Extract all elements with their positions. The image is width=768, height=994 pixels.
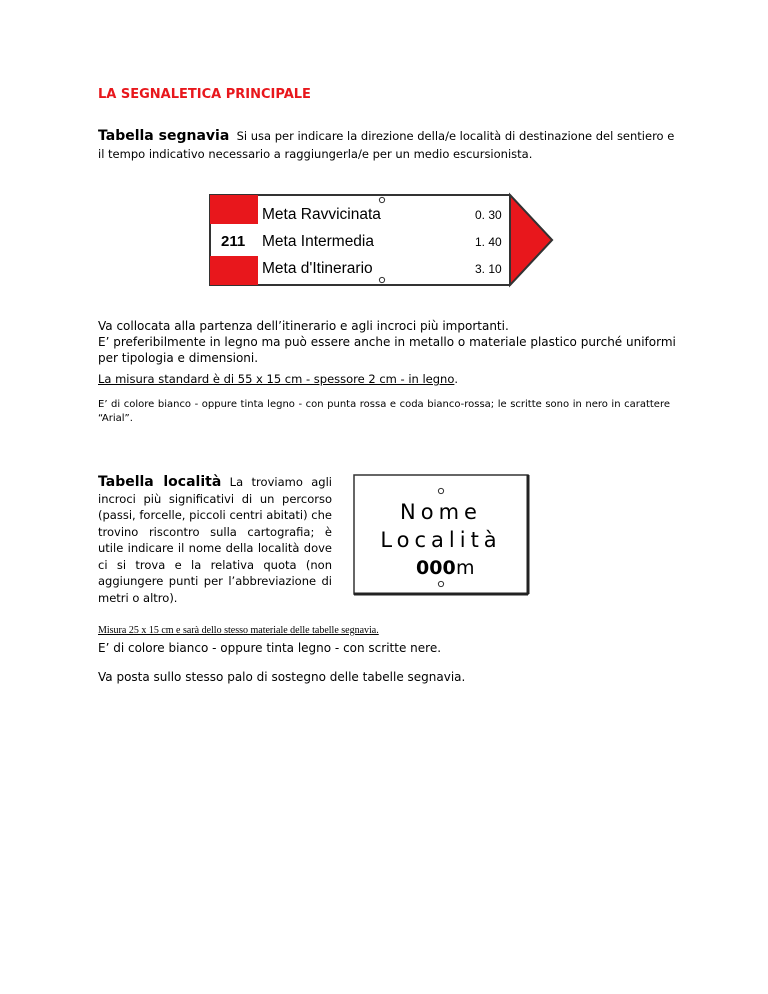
- segnavia-placement: [98, 318, 678, 366]
- page-title: LA SEGNALETICA PRINCIPALE: [98, 87, 311, 102]
- localita-sign-illustration: [350, 472, 532, 598]
- segnavia-intro: [98, 127, 678, 163]
- sign-red-point: [510, 195, 552, 285]
- segnavia-description: Si usa per indicare la direzione della/e località di destinazione del sentiero e il tempo indicativo necessario a raggiungerla/e per un medio escursionista.: [98, 129, 675, 161]
- sign-destination-2: Meta Intermedia: [262, 233, 374, 250]
- localita-sign-name-2: Località: [380, 528, 502, 552]
- sign-tail-red-top: [210, 195, 258, 224]
- localita-color-note: E’ di colore bianco - oppure tinta legno - con scritte nere.: [98, 641, 442, 655]
- sign-time-3: 3. 10: [475, 262, 502, 276]
- standard-size-note: [98, 372, 458, 386]
- localita-description: La troviamo agli incroci più significativi di un percorso (passi, forcelle, piccoli centri abitati) che trovino riscontro sulla cartografia; è utile indicare il nome della località dove ci si trova e la relativa quota (non aggiungere punti per l’abbreviazione di metri o altro).: [98, 475, 332, 605]
- localita-sign-unit: m: [456, 557, 475, 579]
- localita-sign-name-1: Nome: [400, 500, 482, 524]
- placement-line-1: Va collocata alla partenza dell’itinerario e agli incroci più importanti.: [98, 319, 509, 333]
- segnavia-color-note: E’ di colore bianco - oppure tinta legno - con punta rossa e coda bianco-rossa; le scritte sono in nero in carattere “Arial”.: [98, 399, 670, 424]
- sign-time-1: 0. 30: [475, 208, 502, 222]
- sign-destination-3: Meta d'Itinerario: [262, 260, 373, 277]
- localita-sign-altitude: 000: [416, 557, 456, 579]
- localita-intro: [98, 474, 332, 606]
- sign-tail-red-bottom: [210, 256, 258, 285]
- segnavia-sign-illustration: [207, 192, 555, 288]
- localita-post-note: Va posta sullo stesso palo di sostegno delle tabelle segnavia.: [98, 670, 466, 684]
- sign-time-2: 1. 40: [475, 235, 502, 249]
- localita-size-note: Misura 25 x 15 cm e sarà dello stesso materiale delle tabelle segnavia.: [98, 625, 379, 636]
- sign-trail-number: 211: [221, 233, 246, 250]
- standard-size-text: La misura standard è di 55 x 15 cm - spessore 2 cm - in legno: [98, 372, 455, 386]
- placement-line-2: E’ preferibilmente in legno ma può essere anche in metallo o materiale plastico purché uniformi per tipologia e dimensioni.: [98, 335, 676, 365]
- localita-heading: Tabella località: [98, 474, 222, 490]
- sign-destination-1: Meta Ravvicinata: [262, 206, 381, 223]
- standard-size-suffix: .: [454, 372, 459, 386]
- segnavia-heading: Tabella segnavia: [98, 128, 230, 144]
